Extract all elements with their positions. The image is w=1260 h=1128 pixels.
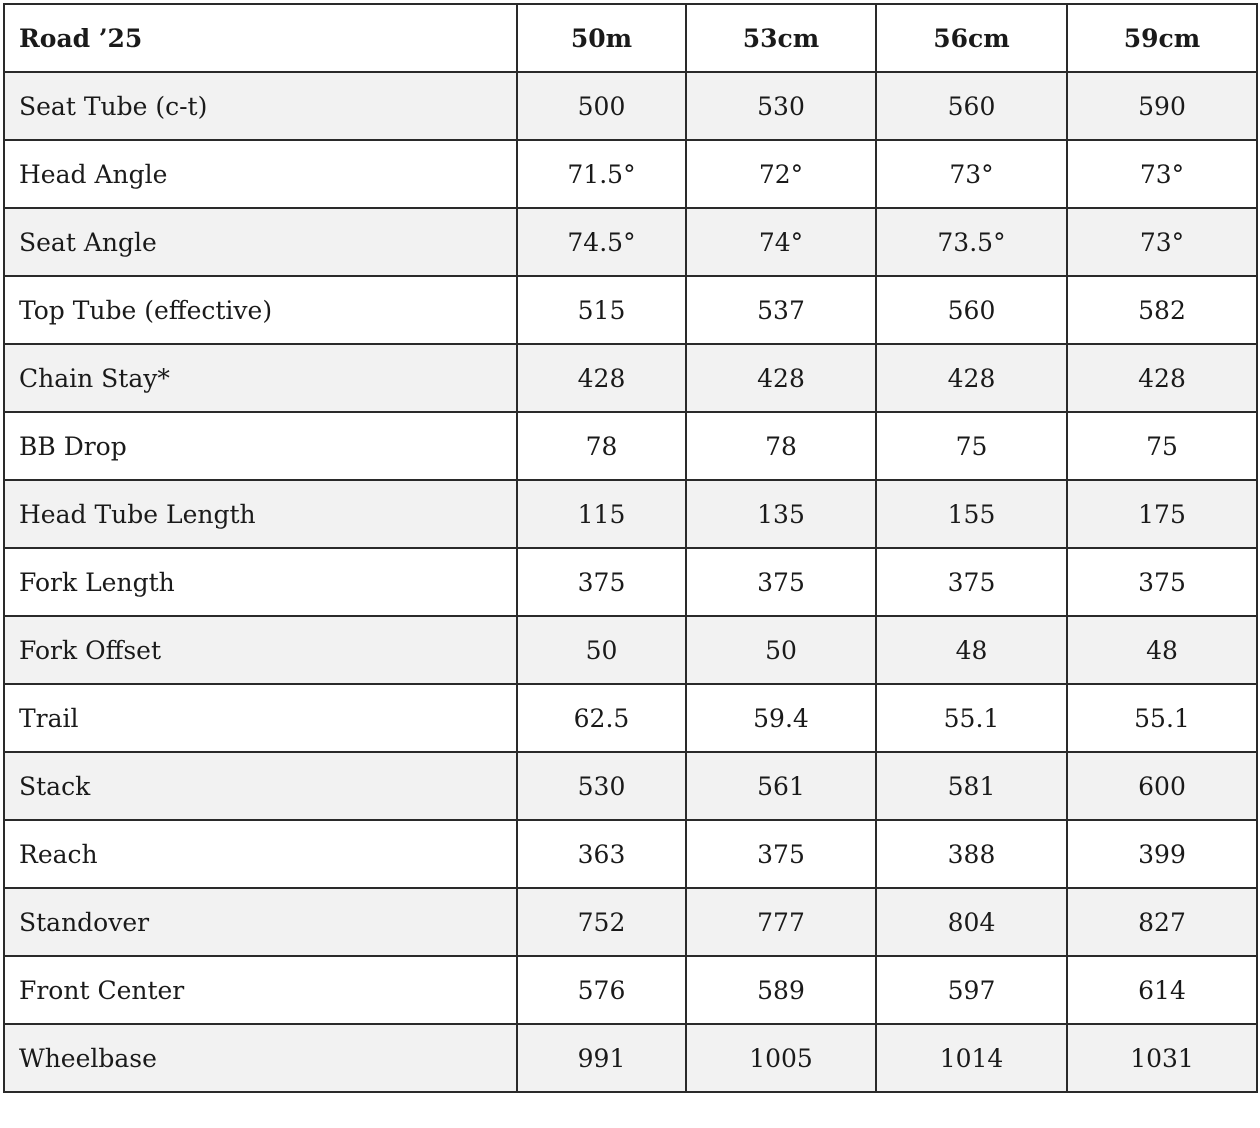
row-label: Stack	[4, 752, 517, 820]
value-cell: 48	[1067, 616, 1257, 684]
row-label: Fork Length	[4, 548, 517, 616]
value-cell: 50	[686, 616, 876, 684]
table-row	[4, 208, 1257, 276]
table-row	[4, 820, 1257, 888]
value-cell: 135	[686, 480, 876, 548]
value-cell: 1031	[1067, 1024, 1257, 1092]
value-cell: 428	[1067, 344, 1257, 412]
geometry-table	[3, 3, 1258, 1093]
value-cell: 428	[876, 344, 1067, 412]
table-row	[4, 548, 1257, 616]
row-label: Head Angle	[4, 140, 517, 208]
table-row	[4, 140, 1257, 208]
value-cell: 589	[686, 956, 876, 1024]
value-cell: 752	[517, 888, 686, 956]
row-label: Chain Stay*	[4, 344, 517, 412]
row-label: BB Drop	[4, 412, 517, 480]
value-cell: 537	[686, 276, 876, 344]
value-cell: 375	[517, 548, 686, 616]
value-cell: 1005	[686, 1024, 876, 1092]
value-cell: 175	[1067, 480, 1257, 548]
row-label: Seat Tube (c-t)	[4, 72, 517, 140]
value-cell: 582	[1067, 276, 1257, 344]
value-cell: 73°	[1067, 140, 1257, 208]
value-cell: 72°	[686, 140, 876, 208]
value-cell: 78	[686, 412, 876, 480]
row-label: Wheelbase	[4, 1024, 517, 1092]
value-cell: 500	[517, 72, 686, 140]
value-cell: 363	[517, 820, 686, 888]
size-header-56: 56cm	[876, 4, 1067, 72]
row-label: Top Tube (effective)	[4, 276, 517, 344]
value-cell: 590	[1067, 72, 1257, 140]
value-cell: 428	[517, 344, 686, 412]
value-cell: 55.1	[876, 684, 1067, 752]
value-cell: 777	[686, 888, 876, 956]
value-cell: 115	[517, 480, 686, 548]
table-row	[4, 888, 1257, 956]
value-cell: 73.5°	[876, 208, 1067, 276]
value-cell: 597	[876, 956, 1067, 1024]
size-header-59: 59cm	[1067, 4, 1257, 72]
value-cell: 600	[1067, 752, 1257, 820]
value-cell: 576	[517, 956, 686, 1024]
value-cell: 1014	[876, 1024, 1067, 1092]
table-row	[4, 276, 1257, 344]
value-cell: 155	[876, 480, 1067, 548]
row-label: Standover	[4, 888, 517, 956]
row-label: Trail	[4, 684, 517, 752]
size-header-50: 50m	[517, 4, 686, 72]
row-label: Seat Angle	[4, 208, 517, 276]
value-cell: 375	[876, 548, 1067, 616]
table-row	[4, 480, 1257, 548]
value-cell: 561	[686, 752, 876, 820]
value-cell: 55.1	[1067, 684, 1257, 752]
value-cell: 62.5	[517, 684, 686, 752]
value-cell: 530	[517, 752, 686, 820]
value-cell: 530	[686, 72, 876, 140]
table-row	[4, 72, 1257, 140]
table-row	[4, 616, 1257, 684]
value-cell: 991	[517, 1024, 686, 1092]
value-cell: 73°	[1067, 208, 1257, 276]
value-cell: 59.4	[686, 684, 876, 752]
value-cell: 388	[876, 820, 1067, 888]
table-title: Road ’25	[4, 4, 517, 72]
value-cell: 375	[1067, 548, 1257, 616]
value-cell: 50	[517, 616, 686, 684]
value-cell: 74.5°	[517, 208, 686, 276]
row-label: Reach	[4, 820, 517, 888]
value-cell: 71.5°	[517, 140, 686, 208]
value-cell: 75	[1067, 412, 1257, 480]
size-header-53: 53cm	[686, 4, 876, 72]
table-row	[4, 752, 1257, 820]
value-cell: 560	[876, 276, 1067, 344]
table-row	[4, 1024, 1257, 1092]
value-cell: 614	[1067, 956, 1257, 1024]
value-cell: 75	[876, 412, 1067, 480]
value-cell: 804	[876, 888, 1067, 956]
value-cell: 515	[517, 276, 686, 344]
row-label: Fork Offset	[4, 616, 517, 684]
table-row	[4, 684, 1257, 752]
value-cell: 48	[876, 616, 1067, 684]
value-cell: 73°	[876, 140, 1067, 208]
value-cell: 78	[517, 412, 686, 480]
value-cell: 399	[1067, 820, 1257, 888]
value-cell: 428	[686, 344, 876, 412]
value-cell: 375	[686, 548, 876, 616]
value-cell: 827	[1067, 888, 1257, 956]
value-cell: 581	[876, 752, 1067, 820]
table-row	[4, 344, 1257, 412]
row-label: Head Tube Length	[4, 480, 517, 548]
value-cell: 74°	[686, 208, 876, 276]
value-cell: 560	[876, 72, 1067, 140]
table-row	[4, 956, 1257, 1024]
value-cell: 375	[686, 820, 876, 888]
row-label: Front Center	[4, 956, 517, 1024]
table-row	[4, 412, 1257, 480]
table-header-row	[4, 4, 1257, 72]
